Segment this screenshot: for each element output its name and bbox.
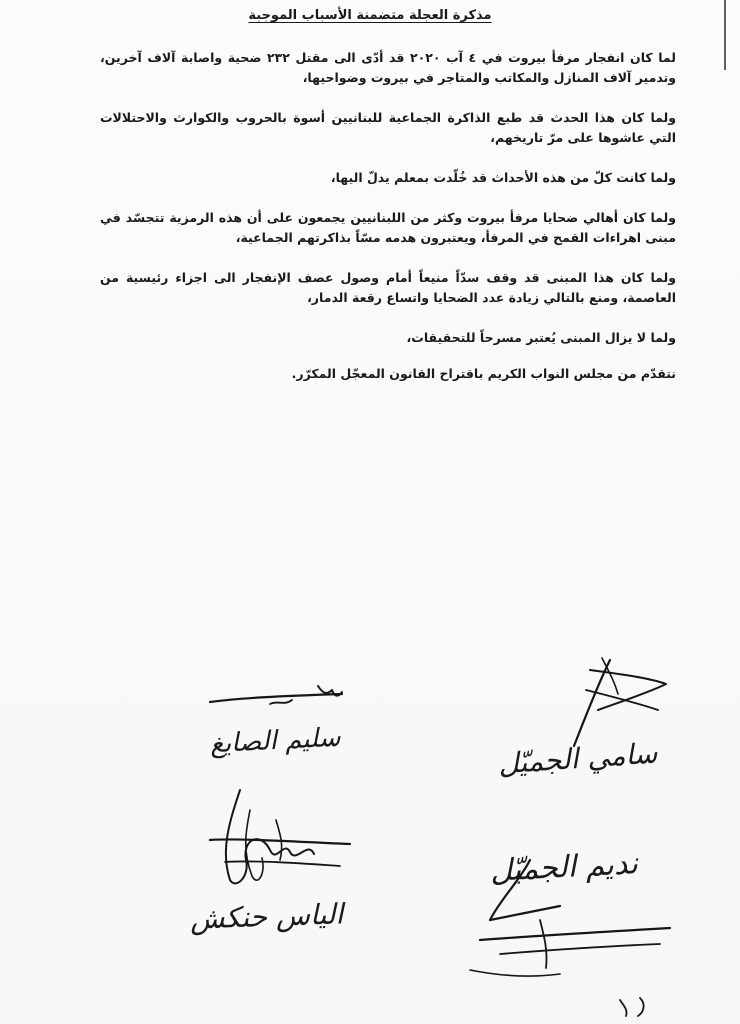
signature-nadim-gemayel	[440, 846, 710, 1020]
document-title: مذكرة العجلة متضمنة الأسباب الموجبة	[248, 8, 492, 23]
signature-elias-hankach	[180, 780, 380, 960]
signature-name-left-top: سليم الصايغ	[209, 722, 342, 760]
signature-name-right-top: سامي الجميّل	[497, 736, 659, 781]
signature-salim-sayegh	[200, 680, 350, 790]
document-body	[100, 48, 676, 404]
signature-sami-gemayel	[490, 650, 680, 790]
paragraph-2: ولما كان هذا الحدث قد طبع الذاكرة الجماعية للبنانيين أسوة بالحروب والكوارث والاحتلالات التي عاشوها على مرّ تاريخهم،	[100, 110, 676, 145]
paragraph-4: ولما كان أهالي ضحايا مرفأ بيروت وكثر من اللبنانيين يجمعون على أن هذه الرمزية تتجسّد في مبنى اهراءات القمح في المرفأ، ويعتبرون هدمه مسّاً بذاكرتهم الجماعية،	[100, 210, 676, 245]
signature-scribble	[180, 780, 380, 910]
signature-name-right-bottom: نديم الجميّل	[489, 846, 639, 889]
paragraph-3: ولما كانت كلّ من هذه الأحداث قد خُلّدت بمعلم يدلّ اليها،	[330, 170, 676, 185]
paragraph-5: ولما كان هذا المبنى قد وقف سدّاً منيعاً أمام وصول عصف الإنفجار الى اجزاء رئيسية من العاصمة، ومنع بالتالي زيادة عدد الضحايا واتساع رقعة الدمار،	[100, 270, 676, 305]
scan-edge-line	[724, 0, 726, 70]
paragraph-1: لما كان انفجار مرفأ بيروت في ٤ آب ٢٠٢٠ قد أدّى الى مقتل ٢٣٢ ضحية واصابة آلاف آخرين، وتدمير آلاف المنازل والمكاتب والمتاجر في بيروت وضواحيها،	[100, 50, 676, 85]
signature-scribble	[440, 850, 710, 1020]
paragraph-6: ولما لا يزال المبنى يُعتبر مسرحاً للتحقيقات،	[406, 330, 676, 345]
paragraph-7: نتقدّم من مجلس النواب الكريم باقتراح القانون المعجّل المكرّر.	[291, 366, 676, 381]
signature-name-left-bottom: الياس حنكش	[189, 897, 344, 936]
